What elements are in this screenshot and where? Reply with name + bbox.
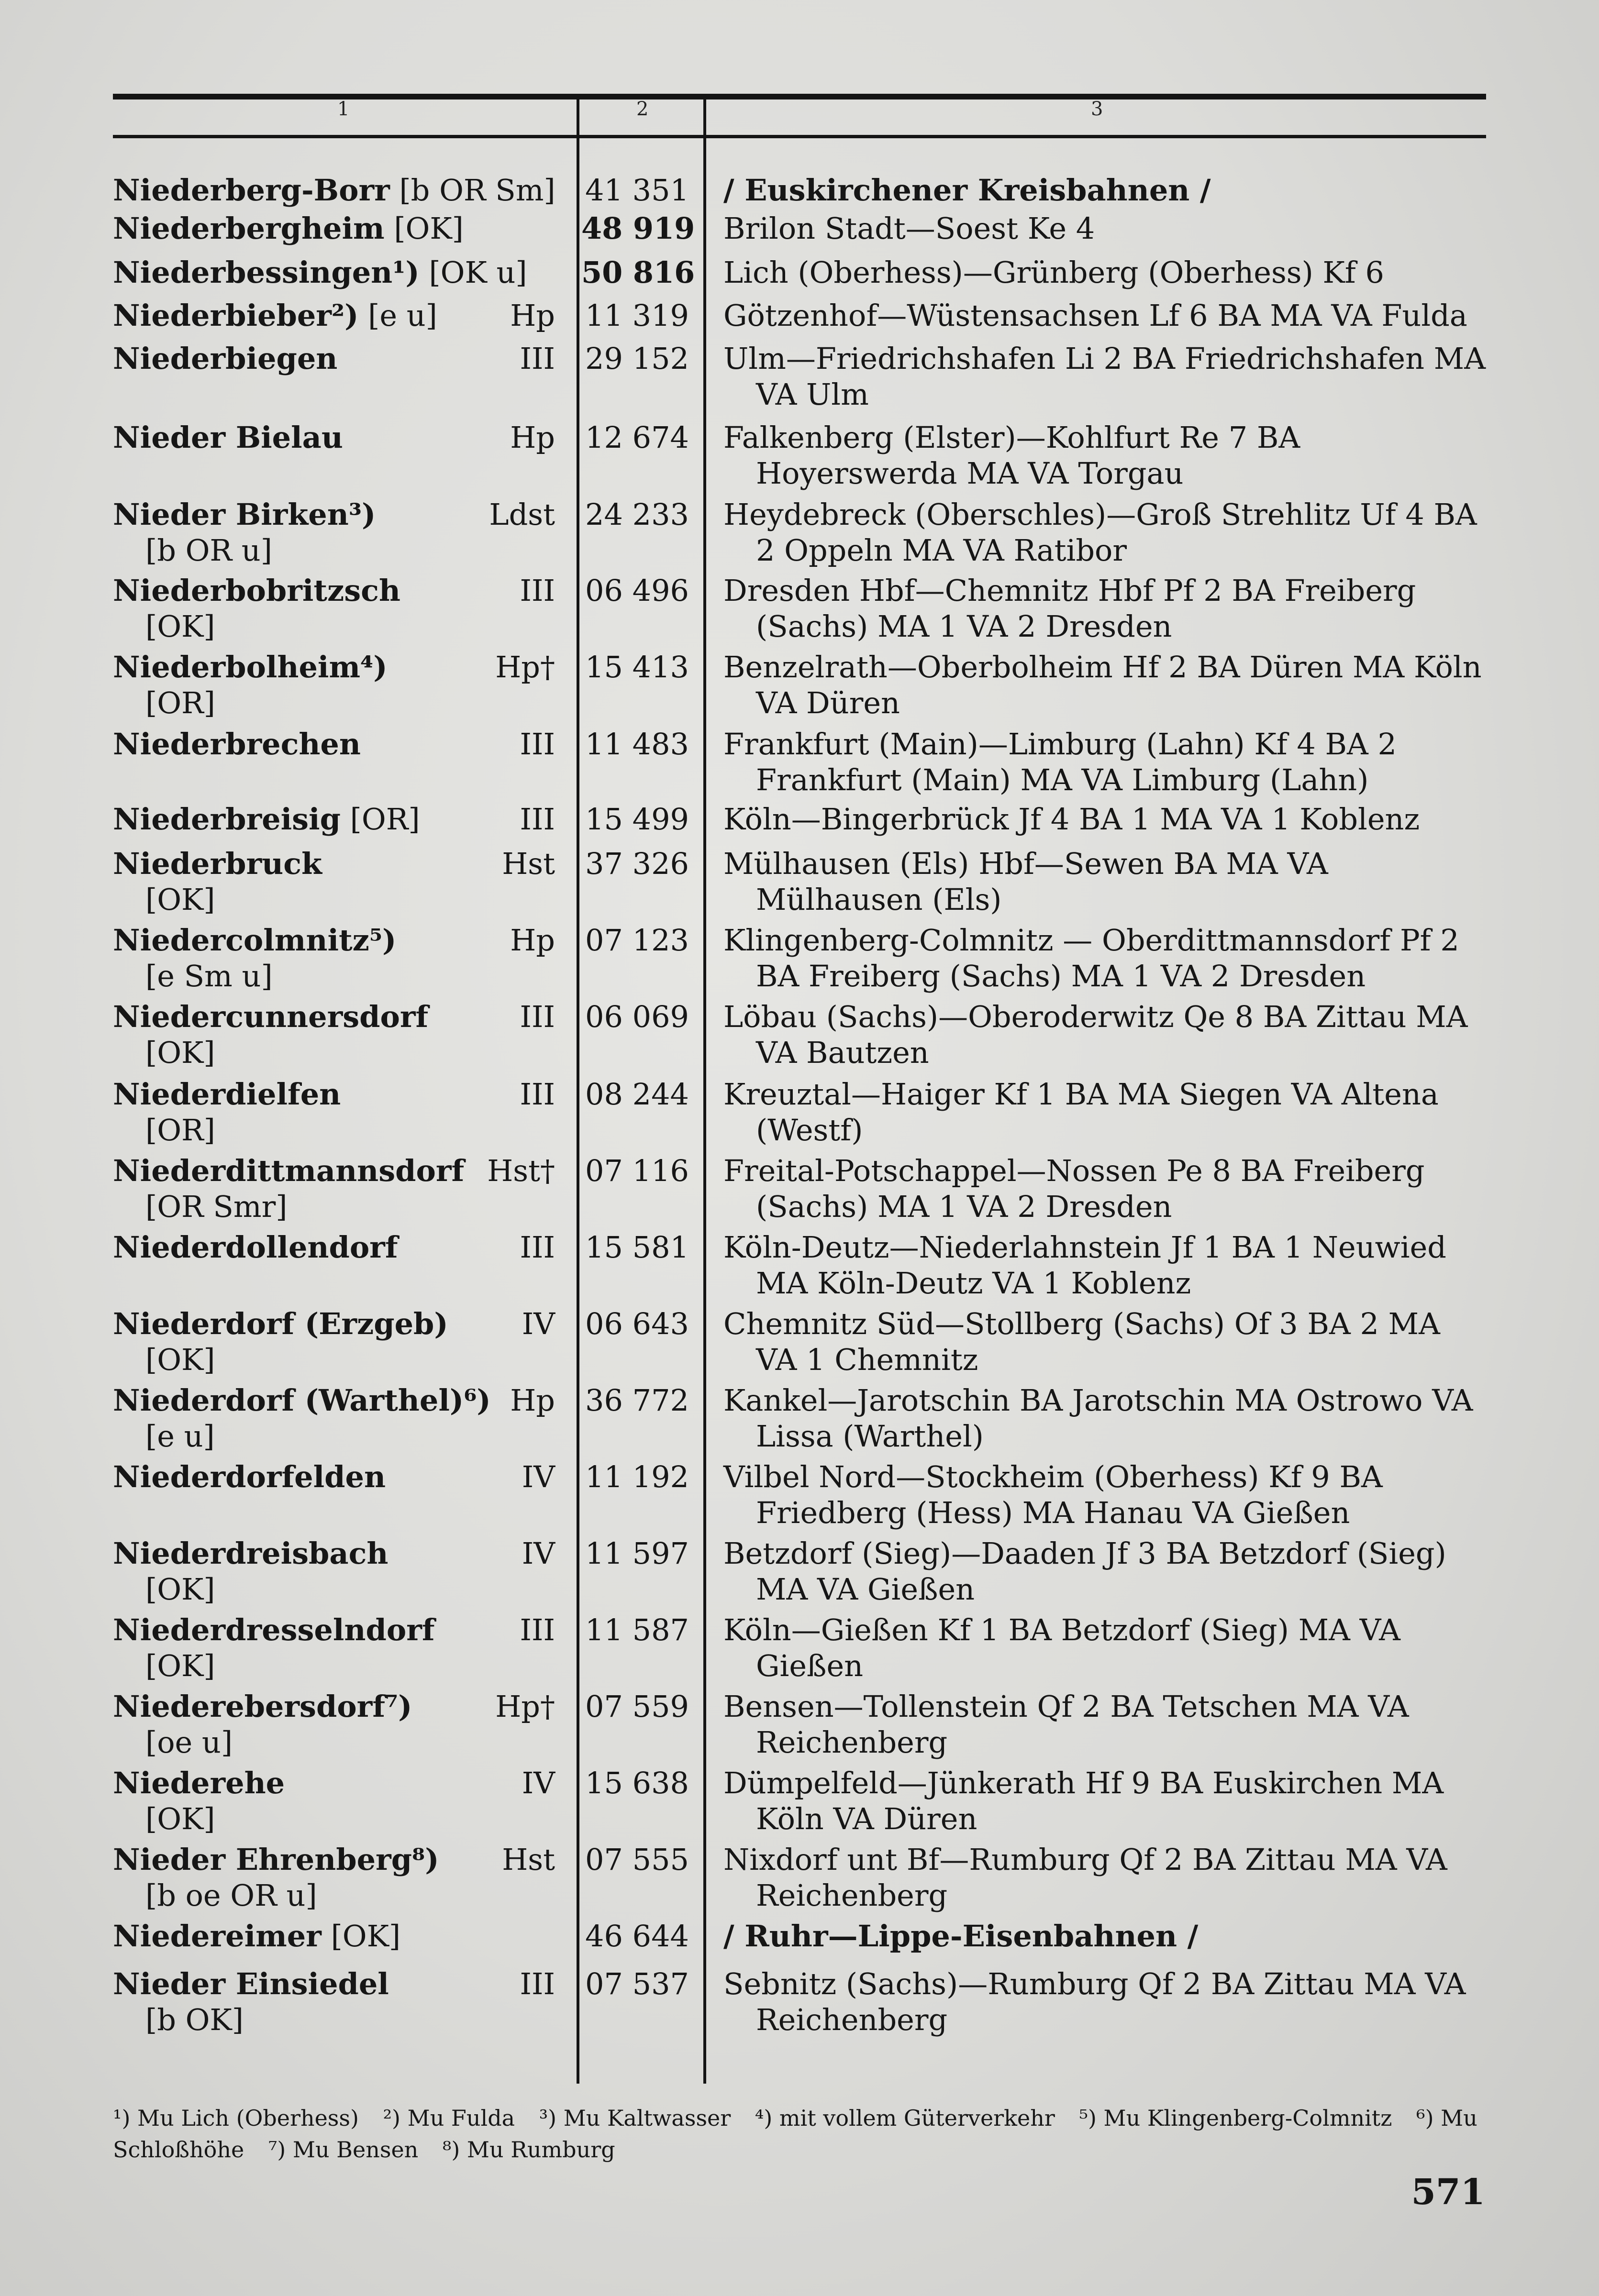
column-header-1: 1 — [337, 98, 350, 120]
table-row — [0, 573, 1599, 649]
station-name: Niederdorf (Warthel)⁶) — [113, 1383, 491, 1418]
footnote-1: ¹) Mu Lich (Oberhess) — [113, 2105, 359, 2131]
table-row — [0, 1535, 1599, 1612]
station-codes: [OK] — [145, 882, 215, 917]
route-text: Brilon Stadt—Soest Ke 4 — [723, 211, 1095, 246]
station-class: III — [520, 1230, 555, 1265]
station-codes: [e u] — [358, 298, 437, 333]
station-class: III — [520, 1966, 555, 2001]
station-class: IV — [522, 1306, 555, 1341]
station-class: Hst — [502, 1842, 555, 1877]
route-text: Falkenberg (Elster)—Kohlfurt Re 7 BA Hoyerswerda MA VA Torgau — [723, 420, 1300, 491]
station-class: Hp — [510, 420, 555, 455]
station-number: 07 559 — [585, 1689, 689, 1724]
station-name: Nieder Birken³) — [113, 497, 376, 532]
station-codes: [b OR u] — [145, 533, 272, 568]
route-text: Frankfurt (Main)—Limburg (Lahn) Kf 4 BA 2 Frankfurt (Main) MA VA Limburg (Lahn) — [723, 727, 1397, 797]
station-name: Niederdorfelden — [113, 1459, 386, 1494]
table-row — [0, 999, 1599, 1075]
route-text: / Euskirchener Kreisbahnen / — [723, 173, 1211, 208]
column-header-3: 3 — [1091, 98, 1103, 120]
page-number: 571 — [1411, 2172, 1485, 2213]
route-text: Mülhausen (Els) Hbf—Sewen BA MA VA Mülhausen (Els) — [723, 846, 1328, 917]
station-name: Niederbiegen — [113, 341, 338, 376]
station-codes: [b OR Sm] — [389, 173, 555, 208]
station-class: Hst† — [487, 1153, 555, 1188]
route-text: Köln—Gießen Kf 1 BA Betzdorf (Sieg) MA VA Gießen — [723, 1612, 1400, 1683]
station-codes: [OK] — [145, 1035, 215, 1070]
station-codes: [OK] — [145, 609, 215, 644]
footnote-6: ⁶) Mu Schloßhöhe — [113, 2105, 1477, 2163]
station-codes: [OR] — [145, 1113, 215, 1148]
footnotes — [113, 2102, 1491, 2165]
route-text: Kankel—Jarotschin BA Jarotschin MA Ostrowo VA Lissa (Warthel) — [723, 1383, 1473, 1454]
station-number: 11 319 — [585, 298, 689, 333]
station-number: 15 581 — [585, 1230, 689, 1265]
footnote-5: ⁵) Mu Klingenberg-Colmnitz — [1079, 2105, 1392, 2131]
table-row — [0, 1765, 1599, 1842]
station-class: Hst — [502, 846, 555, 881]
station-name: Niederbobritzsch — [113, 573, 400, 608]
station-name: Niederbruck — [113, 846, 322, 881]
station-class: III — [520, 1612, 555, 1647]
station-name: Nieder Ehrenberg⁸) — [113, 1842, 439, 1877]
station-name: Niederbessingen¹) — [113, 255, 420, 290]
station-codes: [b oe OR u] — [145, 1878, 317, 1913]
station-number: 11 597 — [585, 1536, 689, 1571]
station-name: Niedercolmnitz⁵) — [113, 923, 397, 958]
route-text: Vilbel Nord—Stockheim (Oberhess) Kf 9 BA Friedberg (Hess) MA Hanau VA Gießen — [723, 1459, 1383, 1530]
station-codes: [OK u] — [419, 255, 527, 290]
station-number: 36 772 — [585, 1383, 689, 1418]
station-class: Hp† — [495, 1689, 555, 1724]
station-class: III — [520, 727, 555, 762]
station-name: Nieder Bielau — [113, 420, 343, 455]
route-text: Kreuztal—Haiger Kf 1 BA MA Siegen VA Altena (Westf) — [723, 1077, 1439, 1148]
station-class: Hp — [510, 923, 555, 958]
station-codes: [e Sm u] — [145, 959, 273, 993]
station-name: Niederbreisig — [113, 802, 341, 837]
route-text: Nixdorf unt Bf—Rumburg Qf 2 BA Zittau MA VA Reichenberg — [723, 1842, 1447, 1913]
route-text: Klingenberg-Colmnitz — Oberdittmannsdorf Pf 2 BA Freiberg (Sachs) MA 1 VA 2 Dresden — [723, 923, 1459, 993]
station-number: 15 638 — [585, 1766, 689, 1800]
station-name: Niederdreisbach — [113, 1536, 389, 1571]
route-text: Heydebreck (Oberschles)—Groß Strehlitz Uf 4 BA 2 Oppeln MA VA Ratibor — [723, 497, 1477, 568]
station-codes: [OK] — [145, 1572, 215, 1607]
station-codes: [b OK] — [145, 2002, 244, 2037]
station-name: Niederdorf (Erzgeb) — [113, 1306, 448, 1341]
route-text: Bensen—Tollenstein Qf 2 BA Tetschen MA VA Reichenberg — [723, 1689, 1409, 1760]
table-row — [0, 341, 1599, 417]
footnote-3: ³) Mu Kaltwasser — [539, 2105, 731, 2131]
station-name: Niederdielfen — [113, 1077, 341, 1112]
table-row — [0, 922, 1599, 999]
station-name: Niederbolheim⁴) — [113, 650, 388, 684]
station-number: 46 644 — [585, 1919, 689, 1954]
table-row — [0, 726, 1599, 803]
route-text: Sebnitz (Sachs)—Rumburg Qf 2 BA Zittau MA VA Reichenberg — [723, 1966, 1466, 2037]
footnote-2: ²) Mu Fulda — [383, 2105, 515, 2131]
station-name: Niederberg-Borr — [113, 173, 390, 208]
station-codes: [OK] — [384, 211, 464, 246]
station-name: Niederdittmannsdorf — [113, 1153, 465, 1188]
station-codes: [OR] — [340, 802, 420, 837]
station-number: 06 643 — [585, 1306, 689, 1341]
station-number: 11 192 — [585, 1459, 689, 1494]
station-class: Hp — [510, 298, 555, 333]
station-codes: [OK] — [321, 1919, 401, 1954]
route-text: Köln-Deutz—Niederlahnstein Jf 1 BA 1 Neuwied MA Köln-Deutz VA 1 Koblenz — [723, 1230, 1446, 1301]
station-class: III — [520, 999, 555, 1034]
station-number: 11 483 — [585, 727, 689, 762]
column-header-2: 2 — [636, 98, 649, 120]
station-class: III — [520, 1077, 555, 1112]
top-rule — [113, 94, 1486, 99]
table-row — [0, 649, 1599, 726]
station-number: 24 233 — [585, 497, 689, 532]
route-text: Köln—Bingerbrück Jf 4 BA 1 MA VA 1 Koblenz — [723, 802, 1420, 837]
route-text: Lich (Oberhess)—Grünberg (Oberhess) Kf 6 — [723, 255, 1384, 290]
station-class: IV — [522, 1536, 555, 1571]
station-number: 07 123 — [585, 923, 689, 958]
station-number: 07 116 — [585, 1153, 689, 1188]
route-text: Götzenhof—Wüstensachsen Lf 6 BA MA VA Fulda — [723, 298, 1467, 333]
station-codes: [OK] — [145, 1801, 215, 1836]
station-number: 37 326 — [585, 846, 689, 881]
station-class: IV — [522, 1459, 555, 1494]
station-number: 29 152 — [585, 341, 689, 376]
station-class: III — [520, 341, 555, 376]
station-name: Niederbieber²) — [113, 298, 359, 333]
route-text: Chemnitz Süd—Stollberg (Sachs) Of 3 BA 2 MA VA 1 Chemnitz — [723, 1306, 1440, 1377]
station-codes: [OR] — [145, 685, 215, 720]
table-row — [0, 419, 1599, 496]
table-row — [0, 846, 1599, 922]
footnote-4: ⁴) mit vollem Güterverkehr — [755, 2105, 1055, 2131]
station-class: III — [520, 573, 555, 608]
station-name: Niederbrechen — [113, 727, 361, 762]
station-codes: [oe u] — [145, 1725, 233, 1760]
station-class: Hp — [510, 1383, 555, 1418]
table-row — [0, 1153, 1599, 1229]
station-number: 15 499 — [585, 802, 689, 837]
station-codes: [e u] — [145, 1419, 215, 1454]
station-name: Niedercunnersdorf — [113, 999, 429, 1034]
route-text: Betzdorf (Sieg)—Daaden Jf 3 BA Betzdorf (Sieg) MA VA Gießen — [723, 1536, 1446, 1607]
table-row — [0, 1382, 1599, 1459]
station-name: Nieder Einsiedel — [113, 1966, 389, 2001]
station-number: 11 587 — [585, 1612, 689, 1647]
station-number: 12 674 — [585, 420, 689, 455]
footnote-7: ⁷) Mu Bensen — [268, 2137, 419, 2163]
table-row — [0, 1229, 1599, 1306]
station-class: III — [520, 802, 555, 837]
station-name: Niederdollendorf — [113, 1230, 398, 1265]
station-number: 48 919 — [581, 211, 695, 246]
station-number: 06 069 — [585, 999, 689, 1034]
station-name: Niederebersdorf⁷) — [113, 1689, 412, 1724]
route-text: Freital-Potschappel—Nossen Pe 8 BA Freiberg (Sachs) MA 1 VA 2 Dresden — [723, 1153, 1425, 1224]
station-number: 15 413 — [585, 650, 689, 684]
station-name: Niederbergheim — [113, 211, 385, 246]
table-row — [0, 1306, 1599, 1382]
station-class: Hp† — [495, 650, 555, 684]
header-rule — [113, 135, 1486, 138]
footnote-8: ⁸) Mu Rumburg — [442, 2137, 615, 2163]
table-row — [0, 1459, 1599, 1535]
table-row — [0, 1076, 1599, 1153]
station-codes: [OK] — [145, 1648, 215, 1683]
route-text: Dümpelfeld—Jünkerath Hf 9 BA Euskirchen MA Köln VA Düren — [723, 1766, 1444, 1836]
route-text: Benzelrath—Oberbolheim Hf 2 BA Düren MA Köln VA Düren — [723, 650, 1482, 720]
route-text: Dresden Hbf—Chemnitz Hbf Pf 2 BA Freiberg (Sachs) MA 1 VA 2 Dresden — [723, 573, 1416, 644]
station-number: 07 537 — [585, 1966, 689, 2001]
table-row — [0, 1689, 1599, 1765]
station-codes: [OR Smr] — [145, 1189, 288, 1224]
table-row — [0, 1612, 1599, 1689]
route-text: / Ruhr—Lippe-Eisenbahnen / — [723, 1919, 1199, 1954]
table-row — [0, 1966, 1599, 2042]
station-name: Niederehe — [113, 1766, 285, 1800]
table-row — [0, 1842, 1599, 1918]
station-number: 41 351 — [585, 173, 689, 208]
table-row — [0, 497, 1599, 573]
station-class: IV — [522, 1766, 555, 1800]
route-text: Ulm—Friedrichshafen Li 2 BA Friedrichshafen MA VA Ulm — [723, 341, 1486, 412]
station-name: Niederdresselndorf — [113, 1612, 435, 1647]
route-text: Löbau (Sachs)—Oberoderwitz Qe 8 BA Zittau MA VA Bautzen — [723, 999, 1468, 1070]
station-name: Niedereimer — [113, 1919, 322, 1954]
station-number: 50 816 — [581, 255, 695, 290]
station-number: 08 244 — [585, 1077, 689, 1112]
station-number: 06 496 — [585, 573, 689, 608]
station-codes: [OK] — [145, 1342, 215, 1377]
station-number: 07 555 — [585, 1842, 689, 1877]
station-class: Ldst — [489, 497, 555, 532]
